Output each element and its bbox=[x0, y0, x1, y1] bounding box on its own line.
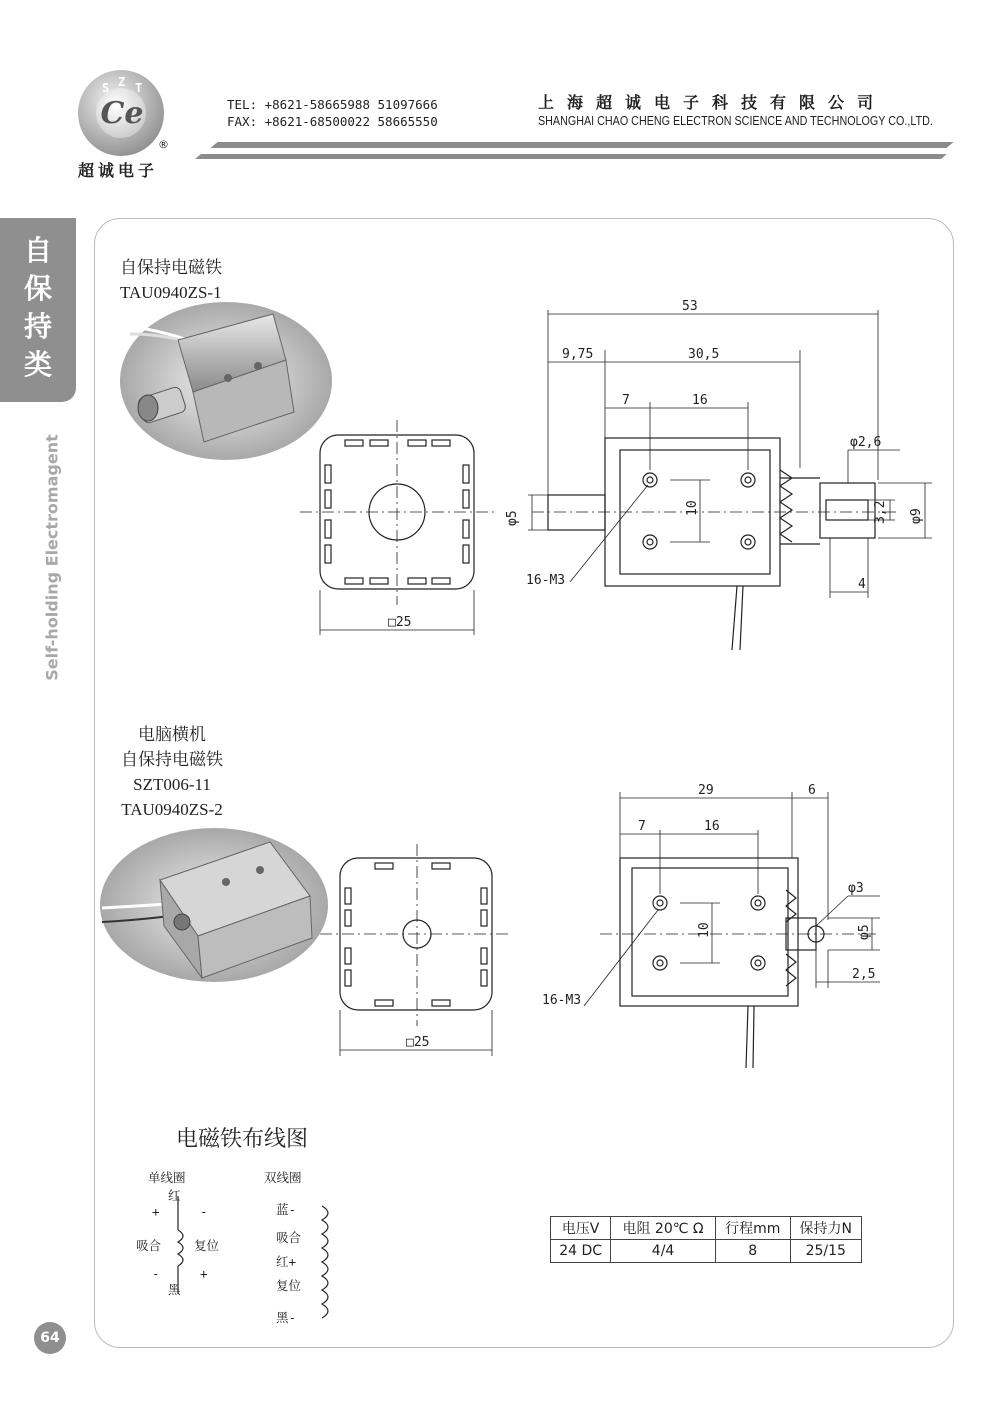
product1-drawing bbox=[300, 290, 940, 670]
logo-letter-z: Z bbox=[118, 75, 126, 89]
dim-label: 2,5 bbox=[852, 967, 876, 982]
dim-label: 10 bbox=[697, 922, 712, 938]
dim-label: □25 bbox=[388, 615, 412, 630]
logo-letter-s: S bbox=[102, 81, 110, 95]
spec-value-cell: 24 DC bbox=[551, 1240, 611, 1263]
page-number: 64 bbox=[34, 1322, 66, 1354]
reset-label: 复位 bbox=[194, 1238, 220, 1253]
spec-value-row bbox=[551, 1240, 862, 1263]
dim-label: 9,75 bbox=[562, 347, 594, 362]
spec-table bbox=[550, 1216, 862, 1263]
wiring-diagrams bbox=[126, 1164, 366, 1334]
category-english: Self-holding Electromagent bbox=[42, 434, 62, 681]
polarity-minus: - bbox=[200, 1204, 208, 1219]
wire-black-label: 黑- bbox=[276, 1310, 297, 1325]
wire-red-label: 红+ bbox=[276, 1254, 297, 1269]
product2-photo bbox=[98, 826, 330, 984]
dim-label: 3,2 bbox=[873, 500, 888, 524]
company-name-en: SHANGHAI CHAO CHENG ELECTRON SCIENCE AND TECHNOLOGY CO.,LTD. bbox=[538, 114, 933, 128]
dim-label: φ5 bbox=[505, 510, 520, 526]
category-char: 保 bbox=[23, 272, 52, 305]
category-char: 自 bbox=[23, 234, 52, 267]
wire-black-label: 黑 bbox=[168, 1282, 181, 1297]
product2-line: 电脑横机 bbox=[138, 725, 206, 744]
category-char: 持 bbox=[23, 310, 52, 343]
spec-header-row bbox=[551, 1217, 862, 1240]
product1-label bbox=[120, 255, 222, 305]
single-coil-title: 单线圈 bbox=[148, 1170, 186, 1185]
spec-header-cell: 电阻 20℃ Ω bbox=[611, 1217, 716, 1240]
header-stripe-2 bbox=[195, 154, 947, 159]
dim-label: 16-M3 bbox=[526, 573, 566, 588]
product2-drawing bbox=[320, 770, 920, 1070]
dim-label: φ3 bbox=[848, 881, 864, 896]
fax-line: FAX: +8621-68500022 58665550 bbox=[227, 114, 438, 129]
product1-model: TAU0940ZS-1 bbox=[120, 283, 222, 302]
wire-blue-label: 蓝- bbox=[276, 1202, 297, 1217]
pull-label: 吸合 bbox=[136, 1238, 162, 1253]
pull-label: 吸合 bbox=[276, 1230, 302, 1245]
product1-name: 自保持电磁铁 bbox=[120, 258, 222, 277]
dim-label: 16 bbox=[704, 819, 720, 834]
double-coil-title: 双线圈 bbox=[264, 1170, 302, 1185]
dim-label: 29 bbox=[698, 783, 714, 798]
dim-label: φ2,6 bbox=[850, 435, 882, 450]
dim-label: 6 bbox=[808, 783, 816, 798]
polarity-plus: + bbox=[152, 1204, 160, 1219]
product2-line: SZT006-11 bbox=[133, 775, 211, 794]
dim-label: φ9 bbox=[909, 508, 924, 524]
dim-label: φ5 bbox=[857, 924, 872, 940]
reset-label: 复位 bbox=[276, 1278, 302, 1293]
category-tab bbox=[0, 218, 76, 402]
dim-label: 53 bbox=[682, 299, 698, 314]
wiring-title: 电磁铁布线图 bbox=[176, 1127, 309, 1152]
dim-label: 16 bbox=[692, 393, 708, 408]
registered-mark: ® bbox=[158, 138, 169, 151]
logo-mark: Ce bbox=[100, 96, 144, 131]
category-char: 类 bbox=[23, 348, 52, 381]
dim-label: 7 bbox=[622, 393, 630, 408]
wire-red-label: 红 bbox=[168, 1188, 181, 1203]
spec-value-cell: 25/15 bbox=[790, 1240, 861, 1263]
company-name-cn: 上海超诚电子科技有限公司 bbox=[538, 93, 887, 112]
spec-value-cell: 4/4 bbox=[611, 1240, 716, 1263]
product2-line: 自保持电磁铁 bbox=[121, 750, 223, 769]
spec-header-cell: 电压V bbox=[551, 1217, 611, 1240]
dim-label: 30,5 bbox=[688, 347, 720, 362]
dim-label: □25 bbox=[406, 1035, 430, 1050]
spec-value-cell: 8 bbox=[715, 1240, 790, 1263]
logo-letter-t: T bbox=[135, 81, 143, 95]
tel-line: TEL: +8621-58665988 51097666 bbox=[227, 97, 438, 112]
contact-block bbox=[227, 96, 438, 130]
dim-label: 16-M3 bbox=[542, 993, 582, 1008]
product2-label bbox=[112, 722, 232, 822]
spec-header-cell: 保持力N bbox=[790, 1217, 861, 1240]
dim-label: 10 bbox=[685, 500, 700, 516]
dim-label: 7 bbox=[638, 819, 646, 834]
logo-caption: 超诚电子 bbox=[78, 161, 159, 180]
product2-line: TAU0940ZS-2 bbox=[121, 800, 223, 819]
polarity-plus: + bbox=[200, 1266, 208, 1281]
spec-header-cell: 行程mm bbox=[715, 1217, 790, 1240]
polarity-minus: - bbox=[152, 1266, 160, 1281]
header-stripe-1 bbox=[210, 142, 953, 148]
logo-letters bbox=[78, 70, 164, 156]
dim-label: 4 bbox=[858, 577, 866, 592]
